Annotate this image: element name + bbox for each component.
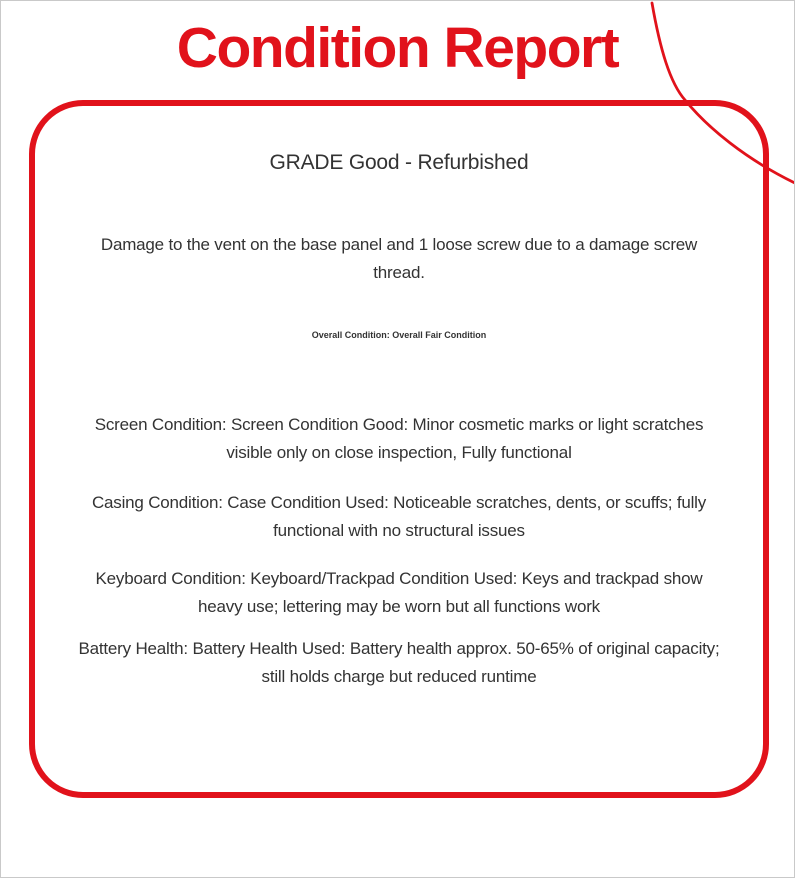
keyboard-condition-text: Keyboard Condition: Keyboard/Trackpad Condition Used: Keys and trackpad show heavy use; lettering may be worn but all functions work — [95, 569, 703, 616]
screen-condition-text: Screen Condition: Screen Condition Good: Minor cosmetic marks or light scratches visible only on close inspection, Fully functional — [94, 415, 704, 462]
overall-condition-text: Overall Condition: Overall Fair Condition — [311, 330, 487, 340]
casing-condition-text: Casing Condition: Case Condition Used: Noticeable scratches, dents, or scuffs; fully functional with no structural issues — [91, 493, 707, 540]
report-border-box — [29, 100, 769, 798]
battery-health-text: Battery Health: Battery Health Used: Battery health approx. 50-65% of original capacity; still holds charge but reduced runtime — [78, 639, 720, 686]
damage-note: Damage to the vent on the base panel and 1 loose screw due to a damage screw thread. — [100, 235, 698, 282]
page-title: Condition Report — [176, 16, 619, 80]
grade-heading: GRADE Good - Refurbished — [269, 151, 529, 174]
